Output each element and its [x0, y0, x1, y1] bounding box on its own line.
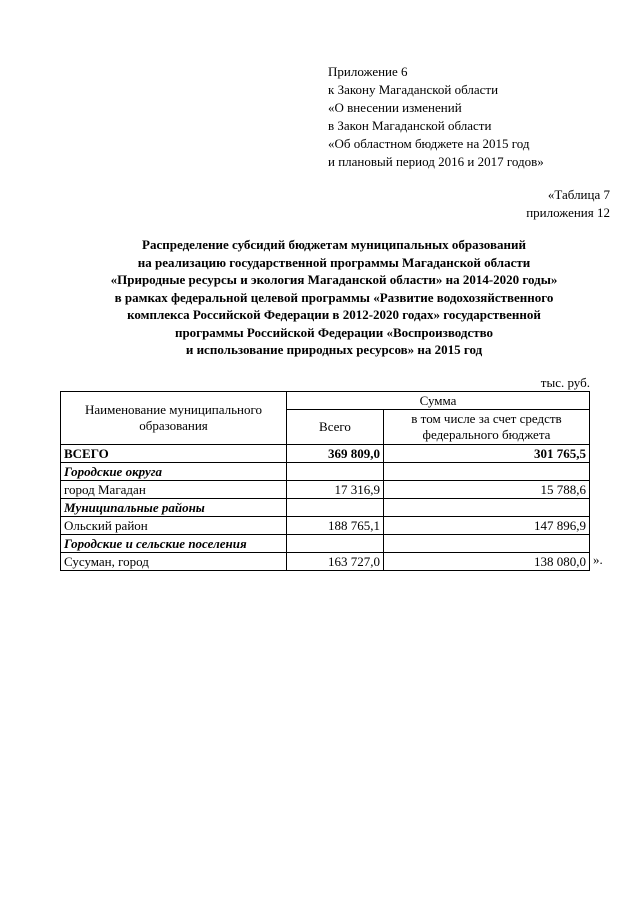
row-federal: 138 080,0 [384, 553, 590, 571]
table-row [61, 553, 590, 571]
section-row [61, 499, 590, 517]
header-federal: в том числе за счет средств федерального бюджета [384, 410, 590, 445]
title-line: программы Российской Федерации «Воспроизводство [174, 324, 494, 340]
closing-quote: ». [593, 552, 603, 567]
appendix-line: к Закону Магаданской области [328, 82, 499, 97]
section-row [61, 535, 590, 553]
table-row [61, 517, 590, 535]
row-total: 369 809,0 [287, 445, 384, 463]
section-title: Городские округа [61, 463, 287, 481]
row-federal: 301 765,5 [384, 445, 590, 463]
row-name: Сусуман, город [61, 553, 287, 571]
title-line: комплекса Российской Федерации в 2012-2020 годах» государственной [127, 307, 541, 322]
header-name: Наименование муниципального образования [61, 392, 287, 445]
row-total: 188 765,1 [287, 517, 384, 535]
section-title: Муниципальные районы [61, 499, 287, 517]
appendix-line: «Об областном бюджете на 2015 год [328, 136, 530, 151]
grand-total-row [61, 445, 590, 463]
row-name: город Магадан [61, 481, 287, 499]
document-title [60, 236, 608, 359]
title-line: «Природные ресурсы и экология Магаданской области» на 2014-2020 годы» [110, 272, 558, 287]
title-line: Распределение субсидий бюджетам муниципальных образований [142, 237, 526, 252]
table-ref-line: «Таблица 7 [547, 187, 610, 202]
table-ref-line: приложения 12 [526, 205, 610, 220]
header-total: Всего [287, 410, 384, 445]
section-row [61, 463, 590, 481]
row-federal: 15 788,6 [384, 481, 590, 499]
table-reference [526, 186, 610, 222]
row-total: 17 316,9 [287, 481, 384, 499]
row-total: 163 727,0 [287, 553, 384, 571]
row-name: Ольский район [61, 517, 287, 535]
row-federal: 147 896,9 [384, 517, 590, 535]
table-row [61, 481, 590, 499]
appendix-line: Приложение 6 [328, 64, 408, 79]
subsidy-table [60, 391, 590, 571]
section-title: Городские и сельские поселения [61, 535, 287, 553]
title-line: на реализацию государственной программы Магаданской области [137, 254, 531, 270]
title-line: и использование природных ресурсов» на 2015 год [185, 342, 483, 357]
appendix-header [328, 63, 628, 171]
title-line: в рамках федеральной целевой программы «Развитие водохозяйственного [114, 289, 554, 305]
row-name: ВСЕГО [61, 445, 287, 463]
units-label: тыс. руб. [540, 375, 590, 390]
header-sum: Сумма [287, 392, 590, 410]
appendix-line: «О внесении изменений [328, 100, 462, 115]
appendix-line: в Закон Магаданской области [328, 118, 492, 133]
appendix-line: и плановый период 2016 и 2017 годов» [328, 154, 544, 169]
table-header-row [61, 392, 590, 410]
